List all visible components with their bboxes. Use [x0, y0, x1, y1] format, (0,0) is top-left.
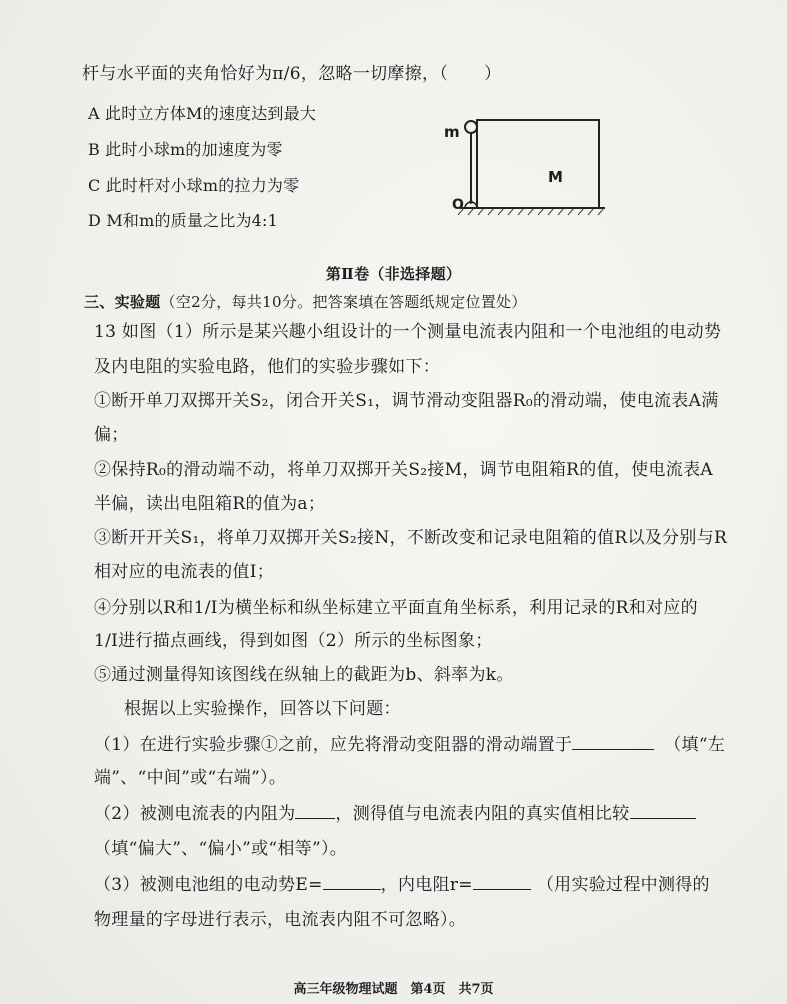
part-1-line-2: 端”、“中间”或“右端”）。 [94, 768, 287, 788]
pivot-point [469, 200, 473, 204]
option-c: C 此时杆对小球m的拉力为零 [88, 176, 300, 195]
section-heading-bold: 三、实验题 [84, 293, 161, 311]
part-1-text: （1）在进行实验步骤①之前，应先将滑动变阻器的滑动端置于 [94, 735, 573, 755]
ball-label: m [444, 123, 460, 141]
step-4-line-2: 1/I进行描点画线，得到如图（2）所示的坐标图象； [94, 631, 493, 651]
step-2-line-1: ②保持R₀的滑动端不动，将单刀双掷开关S₂接M，调节电阻箱R的值，使电流表A [94, 460, 713, 480]
step-3-line-2: 相对应的电流表的值I； [94, 562, 275, 582]
step-4-line-1: ④分别以R和1/I为横坐标和纵坐标建立平面直角坐标系，利用记录的R和对应的 [94, 598, 698, 618]
block-label: M [548, 168, 564, 186]
ball-m [465, 121, 477, 133]
option-d: D M和m的质量之比为4:1 [88, 211, 279, 230]
pivot-label: O [452, 197, 465, 213]
part-3-blank-r [473, 875, 531, 890]
cube-rod-ball-diagram [440, 115, 610, 220]
section-heading-note: （空2分，每共10分。把答案填在答题纸规定位置处） [160, 293, 527, 311]
step-1-line-1: ①断开单刀双掷开关S₂，闭合开关S₁，调节滑动变阻器R₀的滑动端，使电流表A满 [94, 391, 719, 411]
part-3-blank-e [323, 875, 381, 890]
part-3-text-c: （用实验过程中测得的 [536, 875, 710, 895]
section-title: 第Ⅱ卷（非选择题） [325, 265, 462, 283]
part-2-blank-b [630, 804, 696, 819]
part-1-blank [572, 735, 654, 750]
part-1-choices: （填“左 [664, 735, 726, 755]
part-3-text-a: （3）被测电池组的电动势E= [94, 875, 323, 895]
part-2-text-b: ，测得值与电流表内阻的真实值相比较 [335, 804, 630, 824]
q13-line-1: 13 如图（1）所示是某兴趣小组设计的一个测量电流表内阻和一个电池组的电动势 [94, 322, 722, 342]
part-3-text-b: ，内电阻r= [380, 875, 473, 895]
option-b: B 此时小球m的加速度为零 [88, 140, 283, 159]
page-footer: 高三年级物理试题 第4页 共7页 [293, 982, 494, 997]
question-12-stem [82, 63, 501, 85]
questions-intro: 根据以上实验操作，回答以下问题： [124, 699, 401, 719]
step-2-line-2: 半偏，读出电阻箱R的值为a； [94, 494, 326, 514]
step-1-line-2: 偏； [94, 425, 129, 445]
option-a: A 此时立方体M的速度达到最大 [88, 104, 317, 123]
part-2-line-1 [94, 803, 696, 825]
part-2-text-a: （2）被测电流表的内阻为 [94, 804, 296, 824]
part-3-line-1 [94, 874, 710, 896]
block-m [477, 120, 599, 208]
part-3-line-2: 物理量的字母进行表示，电流表内阻不可忽略）。 [94, 910, 467, 930]
ground-hatch [458, 208, 604, 215]
q12-stem-close: ） [484, 64, 502, 84]
part-1-line-1 [94, 734, 725, 756]
q13-line-2: 及内电阻的实验电路，他们的实验步骤如下： [94, 357, 440, 377]
step-5: ⑤通过测量得知该图线在纵轴上的截距为b、斜率为k。 [94, 665, 514, 685]
q12-stem-text: 杆与水平面的夹角恰好为π/6，忽略一切摩擦，（ [82, 64, 449, 84]
part-2-blank-a [295, 804, 335, 819]
step-3-line-1: ③断开开关S₁，将单刀双掷开关S₂接N，不断改变和记录电阻箱的值R以及分别与R [94, 528, 728, 548]
part-2-line-2: （填“偏大”、“偏小”或“相等”）。 [94, 839, 348, 859]
section-heading [84, 291, 527, 313]
